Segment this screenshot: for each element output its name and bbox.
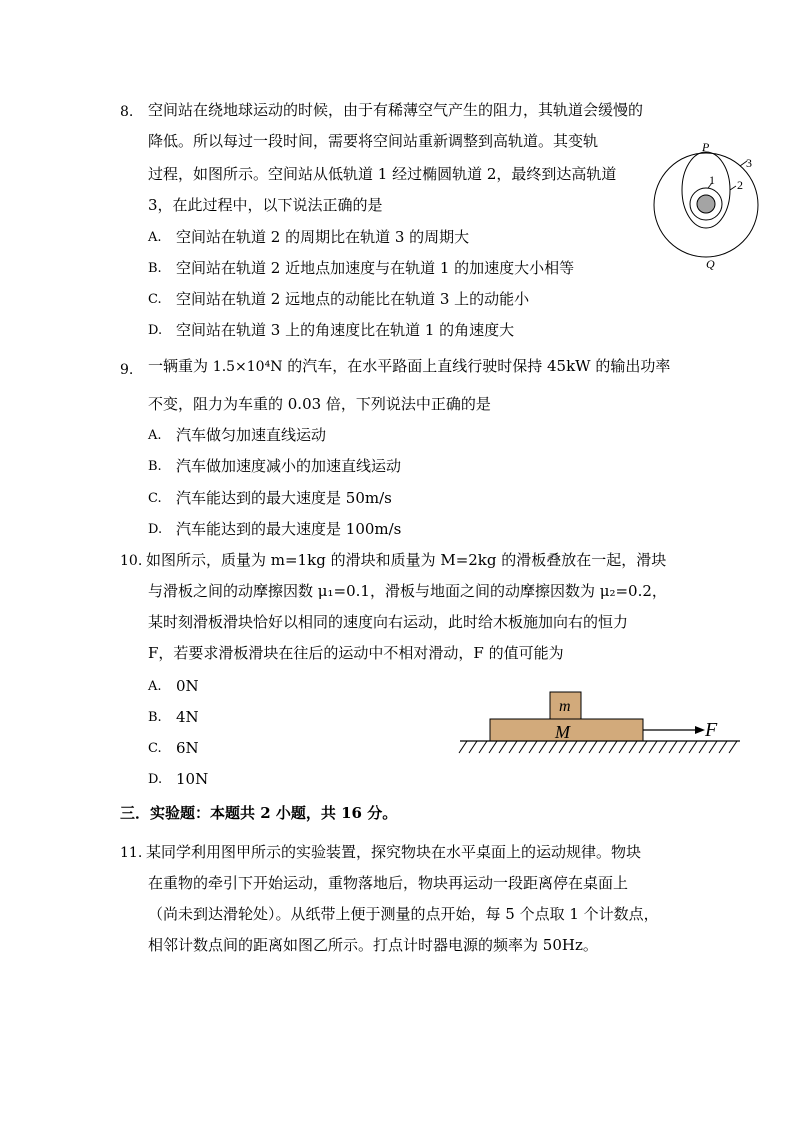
option-letter: A. bbox=[148, 230, 162, 245]
question-number: 9. bbox=[120, 362, 134, 378]
option-text: 空间站在轨道 2 近地点加速度与在轨道 1 的加速度大小相等 bbox=[176, 259, 575, 277]
question-text-line: 如图所示，质量为 m=1kg 的滑块和质量为 M=2kg 的滑板叠放在一起，滑块 bbox=[146, 551, 667, 569]
question-text-line: F，若要求滑板滑块在往后的运动中不相对滑动，F 的值可能为 bbox=[148, 644, 564, 662]
small-block-label: m bbox=[559, 698, 571, 715]
question-text-line: 降低。所以每过一段时间，需要将空间站重新调整到高轨道。其变轨 bbox=[148, 132, 599, 150]
earth-icon bbox=[697, 195, 715, 213]
option-letter: C. bbox=[148, 292, 162, 307]
orbit-2-label: 2 bbox=[737, 178, 743, 192]
question-text-line: 某时刻滑板滑块恰好以相同的速度向右运动，此时给木板施加向右的恒力 bbox=[148, 613, 629, 631]
option-letter: A. bbox=[148, 679, 162, 694]
point-p-label: P bbox=[702, 140, 710, 154]
option-text: 汽车做匀加速直线运动 bbox=[176, 426, 327, 444]
option-letter: A. bbox=[148, 428, 162, 443]
orbit-2-ellipse bbox=[682, 152, 730, 228]
option-text: 空间站在轨道 2 的周期比在轨道 3 的周期大 bbox=[176, 228, 470, 246]
question-number: 11. bbox=[120, 845, 143, 861]
force-arrow-head bbox=[695, 726, 705, 734]
question-text-line bbox=[148, 356, 670, 377]
option-letter: B. bbox=[148, 459, 162, 474]
orbit-2-pointer bbox=[730, 186, 736, 190]
block-board-diagram bbox=[455, 688, 745, 760]
question-text-line: （尚未到达滑轮处）。从纸带上便于测量的点开始，每 5 个点取 1 个计数点， bbox=[148, 905, 659, 923]
question-text-line: 空间站在绕地球运动的时候，由于有稀薄空气产生的阻力，其轨道会缓慢的 bbox=[148, 101, 644, 119]
section-heading: 三．实验题：本题共 2 小题，共 16 分。 bbox=[120, 804, 398, 822]
orbit-1-label: 1 bbox=[709, 173, 715, 187]
option-text: 汽车能达到的最大速度是 100m/s bbox=[176, 520, 402, 538]
option-letter: D. bbox=[148, 323, 163, 338]
option-letter: B. bbox=[148, 710, 162, 725]
question-text-line: 与滑板之间的动摩擦因数 μ₁=0.1，滑板与地面之间的动摩擦因数为 μ₂=0.2， bbox=[148, 582, 667, 600]
ground-hatching bbox=[459, 741, 737, 753]
option-letter: D. bbox=[148, 772, 163, 787]
orbit-3-label: 3 bbox=[746, 156, 752, 170]
text-segment: 一辆重为 bbox=[148, 357, 213, 375]
force-label: F bbox=[705, 719, 718, 741]
option-text: 汽车能达到的最大速度是 50m/s bbox=[176, 489, 392, 507]
option-letter: C. bbox=[148, 491, 162, 506]
option-text: 汽车做加速度减小的加速直线运动 bbox=[176, 457, 402, 475]
option-letter: C. bbox=[148, 741, 162, 756]
option-letter: D. bbox=[148, 522, 163, 537]
board-label: M bbox=[555, 722, 570, 742]
question-number: 10. bbox=[120, 553, 143, 569]
text-segment: 的汽车，在水平路面上直线行驶时保持 45kW 的输出功率 bbox=[282, 357, 671, 375]
option-text: 空间站在轨道 3 上的角速度比在轨道 1 的角速度大 bbox=[176, 321, 515, 339]
option-text: 4N bbox=[176, 708, 199, 726]
option-text: 6N bbox=[176, 739, 199, 757]
option-letter: B. bbox=[148, 261, 162, 276]
question-text-line: 3，在此过程中，以下说法正确的是 bbox=[148, 196, 383, 214]
question-text-line: 相邻计数点间的距离如图乙所示。打点计时器电源的频率为 50Hz。 bbox=[148, 936, 598, 954]
question-text-line: 在重物的牵引下开始运动，重物落地后，物块再运动一段距离停在桌面上 bbox=[148, 874, 629, 892]
orbit-diagram bbox=[648, 138, 768, 276]
question-number: 8. bbox=[120, 104, 134, 120]
option-text: 10N bbox=[176, 770, 209, 788]
question-text-line: 过程，如图所示。空间站从低轨道 1 经过椭圆轨道 2，最终到达高轨道 bbox=[148, 165, 617, 183]
weight-value: 1.5×10⁴N bbox=[212, 359, 283, 375]
question-text-line: 不变，阻力为车重的 0.03 倍，下列说法中正确的是 bbox=[148, 395, 491, 413]
option-text: 空间站在轨道 2 远地点的动能比在轨道 3 上的动能小 bbox=[176, 290, 530, 308]
option-text: 0N bbox=[176, 677, 199, 695]
point-q-label: Q bbox=[706, 257, 715, 271]
question-text-line: 某同学利用图甲所示的实验装置，探究物块在水平桌面上的运动规律。物块 bbox=[146, 843, 642, 861]
